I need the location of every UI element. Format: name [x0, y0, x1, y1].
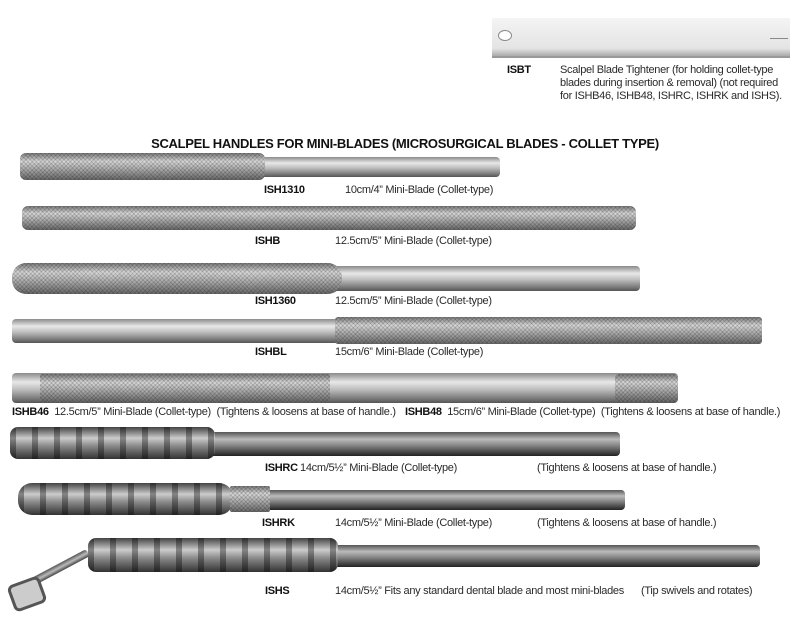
product-code: ISHS — [265, 585, 290, 597]
description-line: blades during insertion & removal) (not required — [560, 77, 778, 89]
product-row-ishb46 — [12, 406, 396, 418]
product-code: ISH1310 — [264, 184, 305, 196]
product-code: ISHB — [255, 235, 281, 247]
product-code: ISH1360 — [255, 295, 296, 307]
knurled-grip — [20, 153, 265, 180]
product-note: (Tightens & loosens at base of handle.) — [600, 406, 781, 418]
product-code: ISHRC — [265, 462, 298, 474]
section-title: SCALPEL HANDLES FOR MINI-BLADES (MICROSURGICAL BLADES - COLLET TYPE) — [151, 136, 659, 151]
ridged-grip — [10, 427, 215, 459]
product-note: (Tightens & loosens at base of handle.) — [537, 462, 717, 474]
product-code: ISHRK — [262, 517, 295, 529]
product-note: (Tightens & loosens at base of handle.) — [216, 406, 396, 418]
product-description: 12.5cm/5” Mini-Blade (Collet-type) — [335, 295, 492, 307]
product-code: ISHB48 — [405, 406, 442, 418]
knurled-grip — [12, 263, 342, 294]
product-code: ISBT — [507, 64, 531, 76]
knurled-tip — [615, 374, 678, 402]
knurled-grip — [40, 374, 330, 402]
product-description: 15cm/6” Mini-Blade (Collet-type) — [447, 406, 596, 418]
blade-tightener-image — [492, 18, 790, 58]
handle-image-ishs — [330, 545, 760, 567]
ridged-grip — [18, 483, 233, 515]
handle-image-ishrc — [200, 432, 620, 456]
ridged-grip — [88, 538, 338, 572]
knurled-collar — [230, 486, 270, 512]
description-line: for ISHB46, ISHB48, ISHRC, ISHRK and ISHS). — [560, 90, 782, 102]
product-note: (Tightens & loosens at base of handle.) — [537, 517, 717, 529]
product-description — [560, 64, 782, 103]
handle-image-ishbl — [12, 319, 352, 343]
product-note: (Tip swivels and rotates) — [641, 585, 753, 597]
product-code: ISHBL — [255, 346, 287, 358]
product-description: 14cm/5½” Mini-Blade (Collet-type) — [335, 517, 492, 529]
product-description: 14cm/5½” Mini-Blade (Collet-type) — [300, 462, 457, 474]
product-description: 14cm/5½” Fits any standard dental blade and most mini-blades — [335, 585, 624, 597]
product-code: ISHB46 — [12, 406, 49, 418]
product-description: 15cm/6” Mini-Blade (Collet-type) — [335, 346, 484, 358]
tightener-slot — [770, 38, 788, 39]
product-description: 10cm/4” Mini-Blade (Collet-type) — [345, 184, 494, 196]
knurled-grip — [335, 317, 762, 344]
handle-image-ishrk — [250, 490, 625, 510]
description-line: Scalpel Blade Tightener (for holding collet-type — [560, 64, 774, 76]
product-description: 12.5cm/5” Mini-Blade (Collet-type) — [54, 406, 211, 418]
product-description: 12.5cm/5” Mini-Blade (Collet-type) — [335, 235, 492, 247]
product-row-ishb48 — [405, 406, 780, 418]
handle-image-ishb — [22, 206, 636, 230]
tightener-hole — [498, 30, 512, 41]
